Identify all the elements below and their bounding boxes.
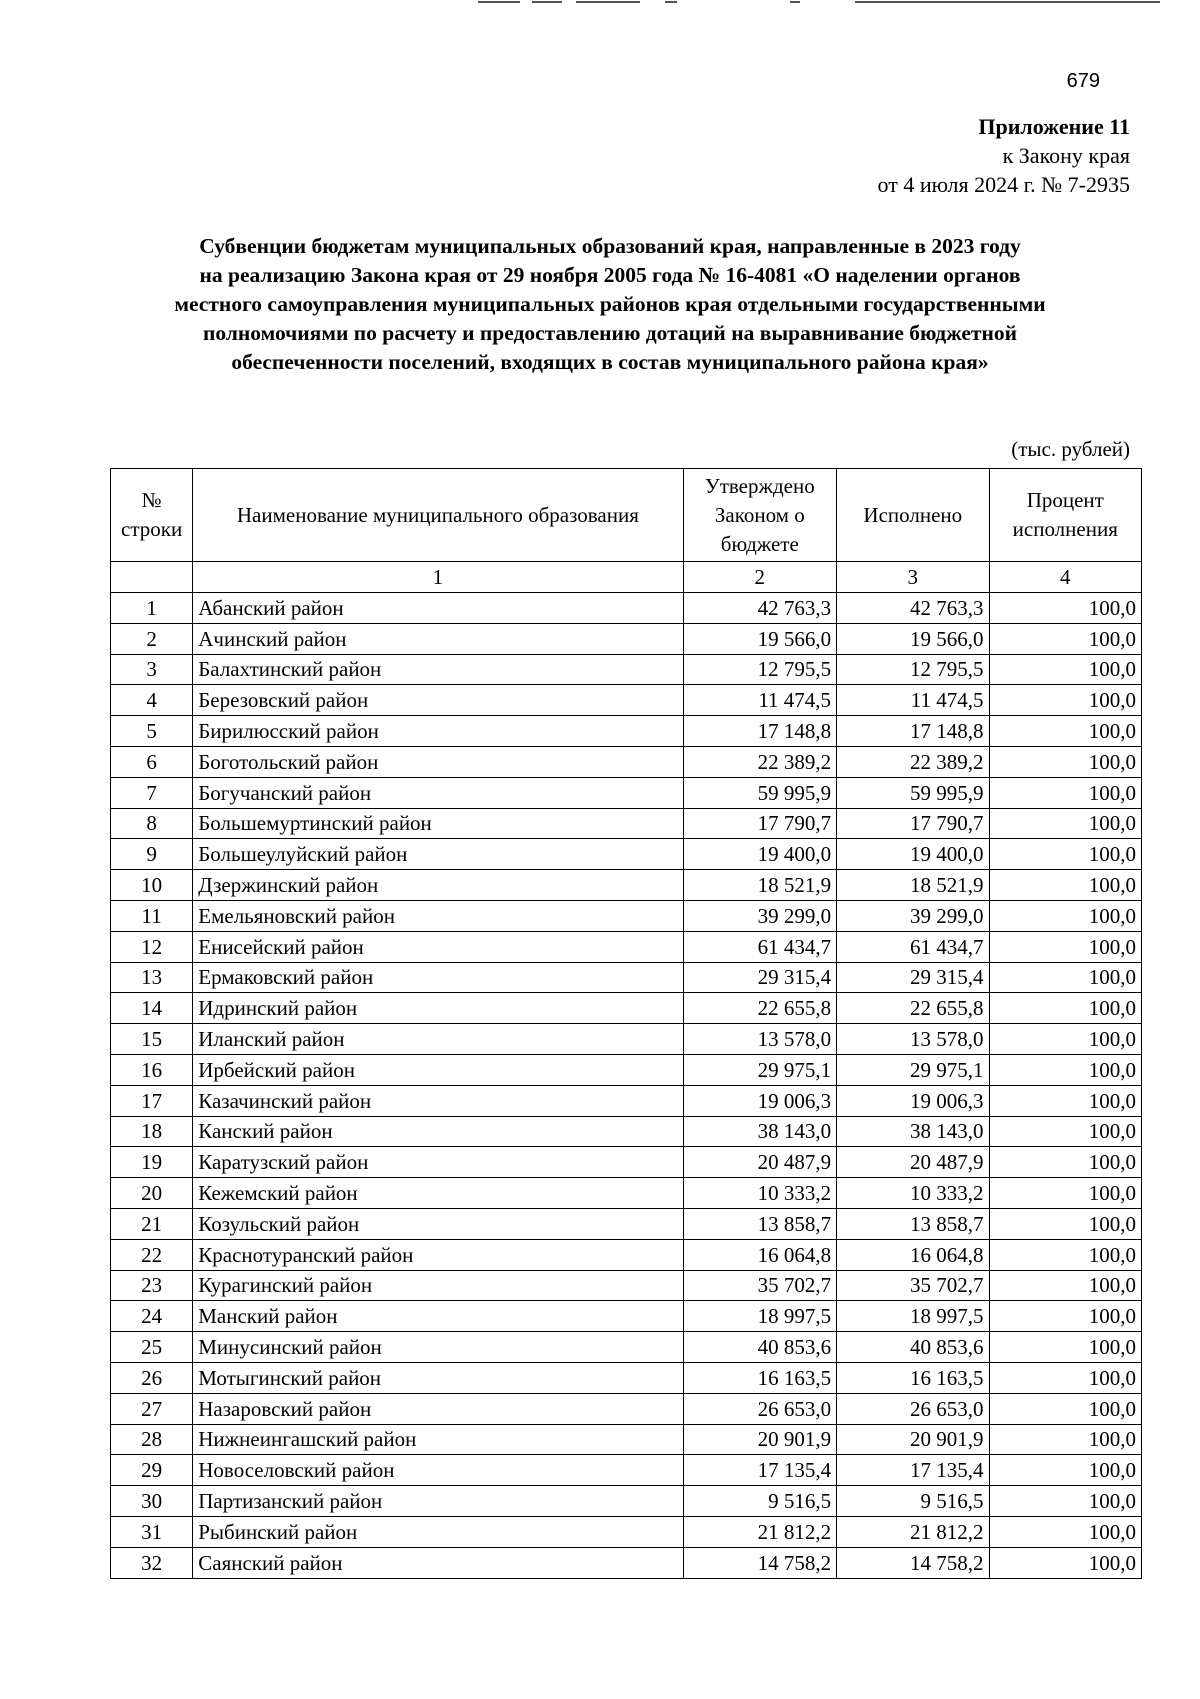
municipality-name: Рыбинский район [193, 1516, 683, 1547]
row-number: 31 [111, 1516, 193, 1547]
approved-amount: 14 758,2 [683, 1547, 837, 1578]
table-row [111, 746, 1142, 777]
table-row [111, 808, 1142, 839]
executed-amount: 14 758,2 [837, 1547, 989, 1578]
document-title [110, 232, 1110, 377]
table-row [111, 1547, 1142, 1578]
header-percent: Процент исполнения [989, 469, 1141, 562]
execution-percent: 100,0 [989, 593, 1141, 624]
execution-percent: 100,0 [989, 900, 1141, 931]
table-row [111, 931, 1142, 962]
municipality-name: Каратузский район [193, 1147, 683, 1178]
municipality-name: Боготольский район [193, 746, 683, 777]
row-number: 16 [111, 1054, 193, 1085]
header-approved: Утверждено Законом о бюджете [683, 469, 837, 562]
table-row [111, 1178, 1142, 1209]
execution-percent: 100,0 [989, 1054, 1141, 1085]
table-header-row [111, 469, 1142, 562]
scan-artifact [460, 0, 1160, 6]
approved-amount: 11 474,5 [683, 685, 837, 716]
approved-amount: 17 790,7 [683, 808, 837, 839]
table-row [111, 1270, 1142, 1301]
approved-amount: 16 163,5 [683, 1362, 837, 1393]
approved-amount: 42 763,3 [683, 593, 837, 624]
row-number: 28 [111, 1424, 193, 1455]
execution-percent: 100,0 [989, 1270, 1141, 1301]
header-row-number: № строки [111, 469, 193, 562]
approved-amount: 18 997,5 [683, 1301, 837, 1332]
executed-amount: 26 653,0 [837, 1393, 989, 1424]
row-number: 32 [111, 1547, 193, 1578]
table-row [111, 1301, 1142, 1332]
municipality-name: Назаровский район [193, 1393, 683, 1424]
approved-amount: 17 148,8 [683, 716, 837, 747]
approved-amount: 19 006,3 [683, 1085, 837, 1116]
row-number: 24 [111, 1301, 193, 1332]
row-number: 21 [111, 1208, 193, 1239]
municipality-name: Емельяновский район [193, 900, 683, 931]
executed-amount: 29 975,1 [837, 1054, 989, 1085]
municipality-name: Енисейский район [193, 931, 683, 962]
table-row [111, 654, 1142, 685]
execution-percent: 100,0 [989, 685, 1141, 716]
table-row [111, 1085, 1142, 1116]
header-municipality-name: Наименование муниципального образования [193, 469, 683, 562]
appendix-title: Приложение 11 [978, 114, 1130, 139]
executed-amount: 22 389,2 [837, 746, 989, 777]
executed-amount: 17 135,4 [837, 1455, 989, 1486]
title-line: обеспеченности поселений, входящих в состав муниципального района края» [231, 350, 989, 374]
row-number: 20 [111, 1178, 193, 1209]
row-number: 18 [111, 1116, 193, 1147]
execution-percent: 100,0 [989, 716, 1141, 747]
row-number: 7 [111, 777, 193, 808]
executed-amount: 18 997,5 [837, 1301, 989, 1332]
executed-amount: 42 763,3 [837, 593, 989, 624]
executed-amount: 10 333,2 [837, 1178, 989, 1209]
row-number: 5 [111, 716, 193, 747]
table-body [111, 593, 1142, 1579]
executed-amount: 13 858,7 [837, 1208, 989, 1239]
execution-percent: 100,0 [989, 962, 1141, 993]
approved-amount: 22 655,8 [683, 993, 837, 1024]
execution-percent: 100,0 [989, 808, 1141, 839]
title-line: Субвенции бюджетам муниципальных образований края, направленные в 2023 году [199, 234, 1021, 258]
column-index: 2 [683, 562, 837, 593]
approved-amount: 38 143,0 [683, 1116, 837, 1147]
municipality-name: Большемуртинский район [193, 808, 683, 839]
executed-amount: 61 434,7 [837, 931, 989, 962]
municipality-name: Ермаковский район [193, 962, 683, 993]
municipality-name: Кежемский район [193, 1178, 683, 1209]
approved-amount: 40 853,6 [683, 1332, 837, 1363]
table-row [111, 870, 1142, 901]
column-index [111, 562, 193, 593]
execution-percent: 100,0 [989, 623, 1141, 654]
executed-amount: 20 901,9 [837, 1424, 989, 1455]
table-row [111, 1516, 1142, 1547]
approved-amount: 13 858,7 [683, 1208, 837, 1239]
execution-percent: 100,0 [989, 1332, 1141, 1363]
appendix-law-ref: к Закону края [1002, 143, 1130, 168]
title-line: полномочиями по расчету и предоставлению дотаций на выравнивание бюджетной [202, 321, 1018, 345]
approved-amount: 29 975,1 [683, 1054, 837, 1085]
table-row [111, 777, 1142, 808]
approved-amount: 22 389,2 [683, 746, 837, 777]
executed-amount: 19 006,3 [837, 1085, 989, 1116]
table-row [111, 839, 1142, 870]
execution-percent: 100,0 [989, 1147, 1141, 1178]
municipality-name: Мотыгинский район [193, 1362, 683, 1393]
executed-amount: 21 812,2 [837, 1516, 989, 1547]
approved-amount: 12 795,5 [683, 654, 837, 685]
execution-percent: 100,0 [989, 1208, 1141, 1239]
row-number: 1 [111, 593, 193, 624]
municipality-name: Иланский район [193, 1024, 683, 1055]
table-row [111, 1054, 1142, 1085]
row-number: 4 [111, 685, 193, 716]
municipality-name: Канский район [193, 1116, 683, 1147]
title-line: на реализацию Закона края от 29 ноября 2005 года № 16-4081 «О наделении органов [199, 263, 1021, 287]
municipality-name: Козульский район [193, 1208, 683, 1239]
approved-amount: 16 064,8 [683, 1239, 837, 1270]
row-number: 3 [111, 654, 193, 685]
municipality-name: Ачинский район [193, 623, 683, 654]
column-index: 4 [989, 562, 1141, 593]
executed-amount: 35 702,7 [837, 1270, 989, 1301]
row-number: 19 [111, 1147, 193, 1178]
table-row [111, 716, 1142, 747]
approved-amount: 20 901,9 [683, 1424, 837, 1455]
municipality-name: Манский район [193, 1301, 683, 1332]
executed-amount: 29 315,4 [837, 962, 989, 993]
approved-amount: 18 521,9 [683, 870, 837, 901]
executed-amount: 19 400,0 [837, 839, 989, 870]
page-number: 679 [1066, 70, 1100, 92]
table-row [111, 1455, 1142, 1486]
table-row [111, 1239, 1142, 1270]
row-number: 12 [111, 931, 193, 962]
approved-amount: 26 653,0 [683, 1393, 837, 1424]
executed-amount: 16 064,8 [837, 1239, 989, 1270]
executed-amount: 17 790,7 [837, 808, 989, 839]
row-number: 9 [111, 839, 193, 870]
approved-amount: 39 299,0 [683, 900, 837, 931]
execution-percent: 100,0 [989, 1424, 1141, 1455]
municipality-name: Минусинский район [193, 1332, 683, 1363]
row-number: 2 [111, 623, 193, 654]
execution-percent: 100,0 [989, 1486, 1141, 1517]
municipality-name: Богучанский район [193, 777, 683, 808]
row-number: 13 [111, 962, 193, 993]
execution-percent: 100,0 [989, 1085, 1141, 1116]
execution-percent: 100,0 [989, 1116, 1141, 1147]
executed-amount: 18 521,9 [837, 870, 989, 901]
execution-percent: 100,0 [989, 1362, 1141, 1393]
table-row [111, 1424, 1142, 1455]
approved-amount: 21 812,2 [683, 1516, 837, 1547]
subventions-table [110, 468, 1142, 1579]
column-index: 1 [193, 562, 683, 593]
table-row [111, 1116, 1142, 1147]
row-number: 11 [111, 900, 193, 931]
executed-amount: 20 487,9 [837, 1147, 989, 1178]
municipality-name: Березовский район [193, 685, 683, 716]
executed-amount: 11 474,5 [837, 685, 989, 716]
executed-amount: 17 148,8 [837, 716, 989, 747]
row-number: 8 [111, 808, 193, 839]
approved-amount: 10 333,2 [683, 1178, 837, 1209]
execution-percent: 100,0 [989, 1516, 1141, 1547]
approved-amount: 59 995,9 [683, 777, 837, 808]
municipality-name: Казачинский район [193, 1085, 683, 1116]
row-number: 6 [111, 746, 193, 777]
header-executed: Исполнено [837, 469, 989, 562]
approved-amount: 35 702,7 [683, 1270, 837, 1301]
table-row [111, 1024, 1142, 1055]
municipality-name: Бирилюсский район [193, 716, 683, 747]
row-number: 29 [111, 1455, 193, 1486]
approved-amount: 61 434,7 [683, 931, 837, 962]
row-number: 25 [111, 1332, 193, 1363]
row-number: 30 [111, 1486, 193, 1517]
approved-amount: 29 315,4 [683, 962, 837, 993]
municipality-name: Большеулуйский район [193, 839, 683, 870]
column-index-row [111, 562, 1142, 593]
table-row [111, 1147, 1142, 1178]
table-row [111, 623, 1142, 654]
execution-percent: 100,0 [989, 654, 1141, 685]
table-row [111, 962, 1142, 993]
executed-amount: 16 163,5 [837, 1362, 989, 1393]
table-row [111, 993, 1142, 1024]
execution-percent: 100,0 [989, 1455, 1141, 1486]
column-index: 3 [837, 562, 989, 593]
executed-amount: 13 578,0 [837, 1024, 989, 1055]
executed-amount: 19 566,0 [837, 623, 989, 654]
municipality-name: Дзержинский район [193, 870, 683, 901]
row-number: 17 [111, 1085, 193, 1116]
execution-percent: 100,0 [989, 931, 1141, 962]
title-line: местного самоуправления муниципальных районов края отдельными государственными [174, 292, 1046, 316]
appendix-block [878, 112, 1130, 199]
execution-percent: 100,0 [989, 777, 1141, 808]
row-number: 22 [111, 1239, 193, 1270]
row-number: 10 [111, 870, 193, 901]
row-number: 15 [111, 1024, 193, 1055]
municipality-name: Партизанский район [193, 1486, 683, 1517]
row-number: 14 [111, 993, 193, 1024]
appendix-date: от 4 июля 2024 г. № 7-2935 [877, 172, 1130, 197]
approved-amount: 17 135,4 [683, 1455, 837, 1486]
execution-percent: 100,0 [989, 1301, 1141, 1332]
unit-label: (тыс. рублей) [1011, 437, 1130, 461]
municipality-name: Идринский район [193, 993, 683, 1024]
execution-percent: 100,0 [989, 1547, 1141, 1578]
municipality-name: Абанский район [193, 593, 683, 624]
row-number: 23 [111, 1270, 193, 1301]
executed-amount: 22 655,8 [837, 993, 989, 1024]
municipality-name: Балахтинский район [193, 654, 683, 685]
municipality-name: Нижнеингашский район [193, 1424, 683, 1455]
execution-percent: 100,0 [989, 870, 1141, 901]
row-number: 26 [111, 1362, 193, 1393]
executed-amount: 40 853,6 [837, 1332, 989, 1363]
table-row [111, 1393, 1142, 1424]
table-row [111, 685, 1142, 716]
execution-percent: 100,0 [989, 1393, 1141, 1424]
executed-amount: 39 299,0 [837, 900, 989, 931]
executed-amount: 38 143,0 [837, 1116, 989, 1147]
approved-amount: 20 487,9 [683, 1147, 837, 1178]
table-row [111, 593, 1142, 624]
municipality-name: Саянский район [193, 1547, 683, 1578]
execution-percent: 100,0 [989, 839, 1141, 870]
executed-amount: 9 516,5 [837, 1486, 989, 1517]
approved-amount: 19 400,0 [683, 839, 837, 870]
municipality-name: Курагинский район [193, 1270, 683, 1301]
execution-percent: 100,0 [989, 746, 1141, 777]
row-number: 27 [111, 1393, 193, 1424]
table-row [111, 1332, 1142, 1363]
table-row [111, 1362, 1142, 1393]
table-row [111, 900, 1142, 931]
approved-amount: 19 566,0 [683, 623, 837, 654]
executed-amount: 12 795,5 [837, 654, 989, 685]
executed-amount: 59 995,9 [837, 777, 989, 808]
execution-percent: 100,0 [989, 1239, 1141, 1270]
execution-percent: 100,0 [989, 993, 1141, 1024]
table-row [111, 1486, 1142, 1517]
execution-percent: 100,0 [989, 1178, 1141, 1209]
table-row [111, 1208, 1142, 1239]
municipality-name: Новоселовский район [193, 1455, 683, 1486]
municipality-name: Ирбейский район [193, 1054, 683, 1085]
execution-percent: 100,0 [989, 1024, 1141, 1055]
approved-amount: 9 516,5 [683, 1486, 837, 1517]
municipality-name: Краснотуранский район [193, 1239, 683, 1270]
approved-amount: 13 578,0 [683, 1024, 837, 1055]
